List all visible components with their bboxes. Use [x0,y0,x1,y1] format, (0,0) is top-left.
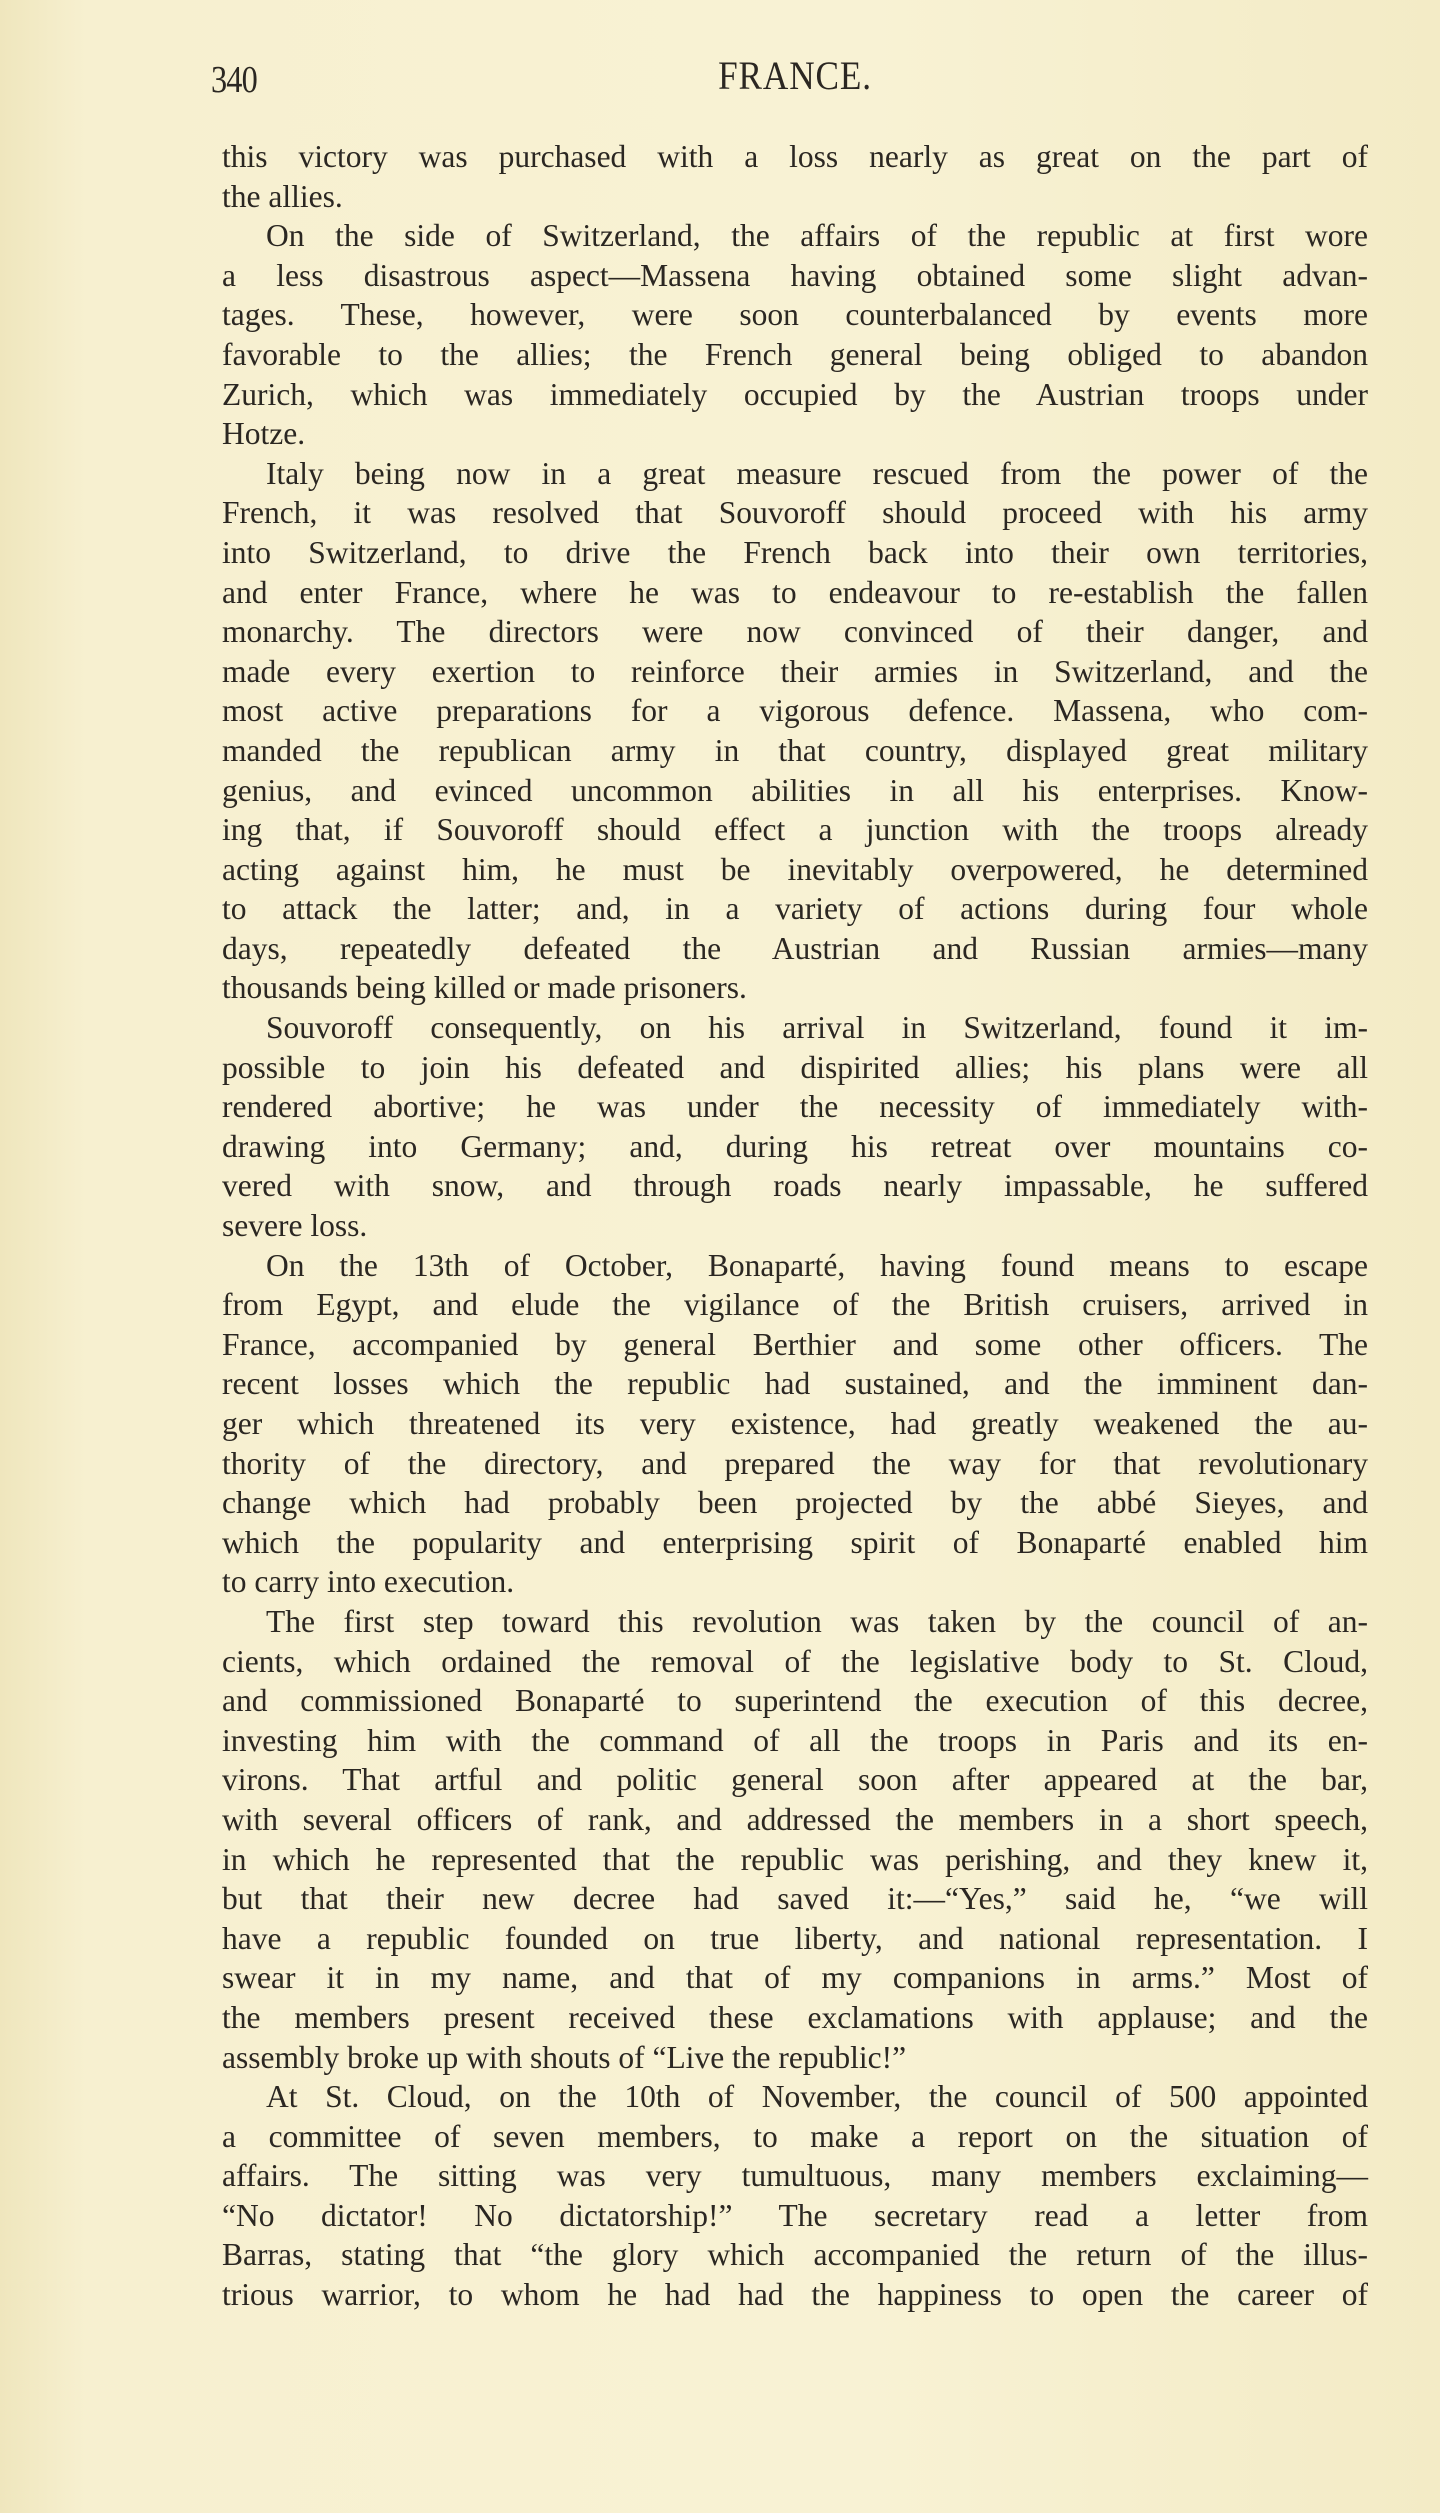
running-title: FRANCE. [718,53,872,98]
paragraph [222,2077,1368,2315]
paragraph [222,137,1368,216]
text-line: The first step toward this revolution was taken by the council of an- [266,1603,1368,1639]
text-line: At St. Cloud, on the 10th of November, the council of 500 appointed [266,2079,1368,2115]
text-line: made every exertion to reinforce their armies in Switzerland, and the [222,653,1368,689]
text-line: most active preparations for a vigorous defence. Massena, who com- [222,693,1368,729]
text-line: and enter France, where he was to endeavour to re-establish the fallen [222,574,1368,610]
text-line: possible to join his defeated and dispirited allies; his plans were all [222,1049,1368,1085]
text-line: trious warrior, to whom he had had the happiness to open the career of [222,2277,1368,2313]
text-line: drawing into Germany; and, during his retreat over mountains co- [222,1128,1368,1164]
text-line: acting against him, he must be inevitably overpowered, he determined [222,851,1368,887]
text-line: vered with snow, and through roads nearly impassable, he suffered [222,1168,1368,1204]
paragraph [222,216,1368,454]
text-line: manded the republican army in that country, displayed great military [222,732,1368,768]
paragraph [222,454,1368,1008]
text-line: Zurich, which was immediately occupied by the Austrian troops under [222,376,1368,412]
body-text [222,137,1368,2315]
text-line: a less disastrous aspect—Massena having obtained some slight advan- [222,257,1368,293]
text-line: monarchy. The directors were now convinced of their danger, and [222,614,1368,650]
text-line: cients, which ordained the removal of the legislative body to St. Cloud, [222,1643,1368,1679]
text-line: favorable to the allies; the French general being obliged to abandon [222,336,1368,372]
page-number: 340 [211,59,257,101]
paragraph [222,1602,1368,2077]
text-line: and commissioned Bonaparté to superintend the execution of this decree, [222,1683,1368,1719]
text-line: a committee of seven members, to make a report on the situation of [222,2118,1368,2154]
text-line: On the side of Switzerland, the affairs of the republic at first wore [266,218,1368,254]
text-line: the allies. [222,178,343,214]
text-line: this victory was purchased with a loss nearly as great on the part of [222,139,1368,174]
text-line: have a republic founded on true liberty, and national representation. I [222,1920,1368,1956]
text-line: into Switzerland, to drive the French back into their own territories, [222,534,1368,570]
text-line: rendered abortive; he was under the necessity of immediately with- [222,1089,1368,1125]
text-line: to carry into execution. [222,1564,515,1600]
text-line: “No dictator! No dictatorship!” The secretary read a letter from [222,2197,1368,2233]
text-line: genius, and evinced uncommon abilities in all his enterprises. Know- [222,772,1368,808]
text-line: France, accompanied by general Berthier and some other officers. The [222,1326,1368,1362]
text-line: which the popularity and enterprising spirit of Bonaparté enabled him [222,1524,1368,1560]
text-line: investing him with the command of all the troops in Paris and its en- [222,1722,1368,1758]
text-line: tages. These, however, were soon counterbalanced by events more [222,297,1368,333]
text-line: with several officers of rank, and addressed the members in a short speech, [222,1801,1368,1837]
text-line: ing that, if Souvoroff should effect a junction with the troops already [222,812,1368,848]
text-line: to attack the latter; and, in a variety of actions during four whole [222,891,1368,927]
text-line: On the 13th of October, Bonaparté, having found means to escape [266,1247,1368,1283]
text-line: severe loss. [222,1208,368,1244]
paragraph [222,1246,1368,1602]
text-line: Hotze. [222,416,306,452]
text-line: recent losses which the republic had sustained, and the imminent dan- [222,1366,1368,1402]
text-line: Italy being now in a great measure rescued from the power of the [266,455,1368,491]
text-line: days, repeatedly defeated the Austrian and Russian armies—many [222,930,1368,966]
text-line: change which had probably been projected by the abbé Sieyes, and [222,1485,1368,1521]
text-line: ger which threatened its very existence, had greatly weakened the au- [222,1406,1368,1441]
text-line: thority of the directory, and prepared the way for that revolutionary [222,1445,1368,1481]
text-line: from Egypt, and elude the vigilance of the British cruisers, arrived in [222,1287,1368,1323]
text-line: Souvoroff consequently, on his arrival in Switzerland, found it im- [266,1010,1368,1046]
text-line: but that their new decree had saved it:—“Yes,” said he, “we will [222,1881,1368,1917]
text-line: Barras, stating that “the glory which accompanied the return of the illus- [222,2237,1368,2273]
text-line: virons. That artful and politic general soon after appeared at the bar, [222,1762,1368,1798]
text-line: in which he represented that the republic was perishing, and they knew it, [222,1841,1368,1877]
text-line: French, it was resolved that Souvoroff should proceed with his army [222,495,1368,531]
paragraph [222,1008,1368,1246]
text-line: affairs. The sitting was very tumultuous, many members exclaiming— [222,2158,1368,2194]
text-line: thousands being killed or made prisoners. [222,970,747,1006]
text-line: assembly broke up with shouts of “Live the republic!” [222,2039,907,2075]
text-line: swear it in my name, and that of my companions in arms.” Most of [222,1960,1368,1996]
text-line: the members present received these exclamations with applause; and the [222,1999,1368,2035]
